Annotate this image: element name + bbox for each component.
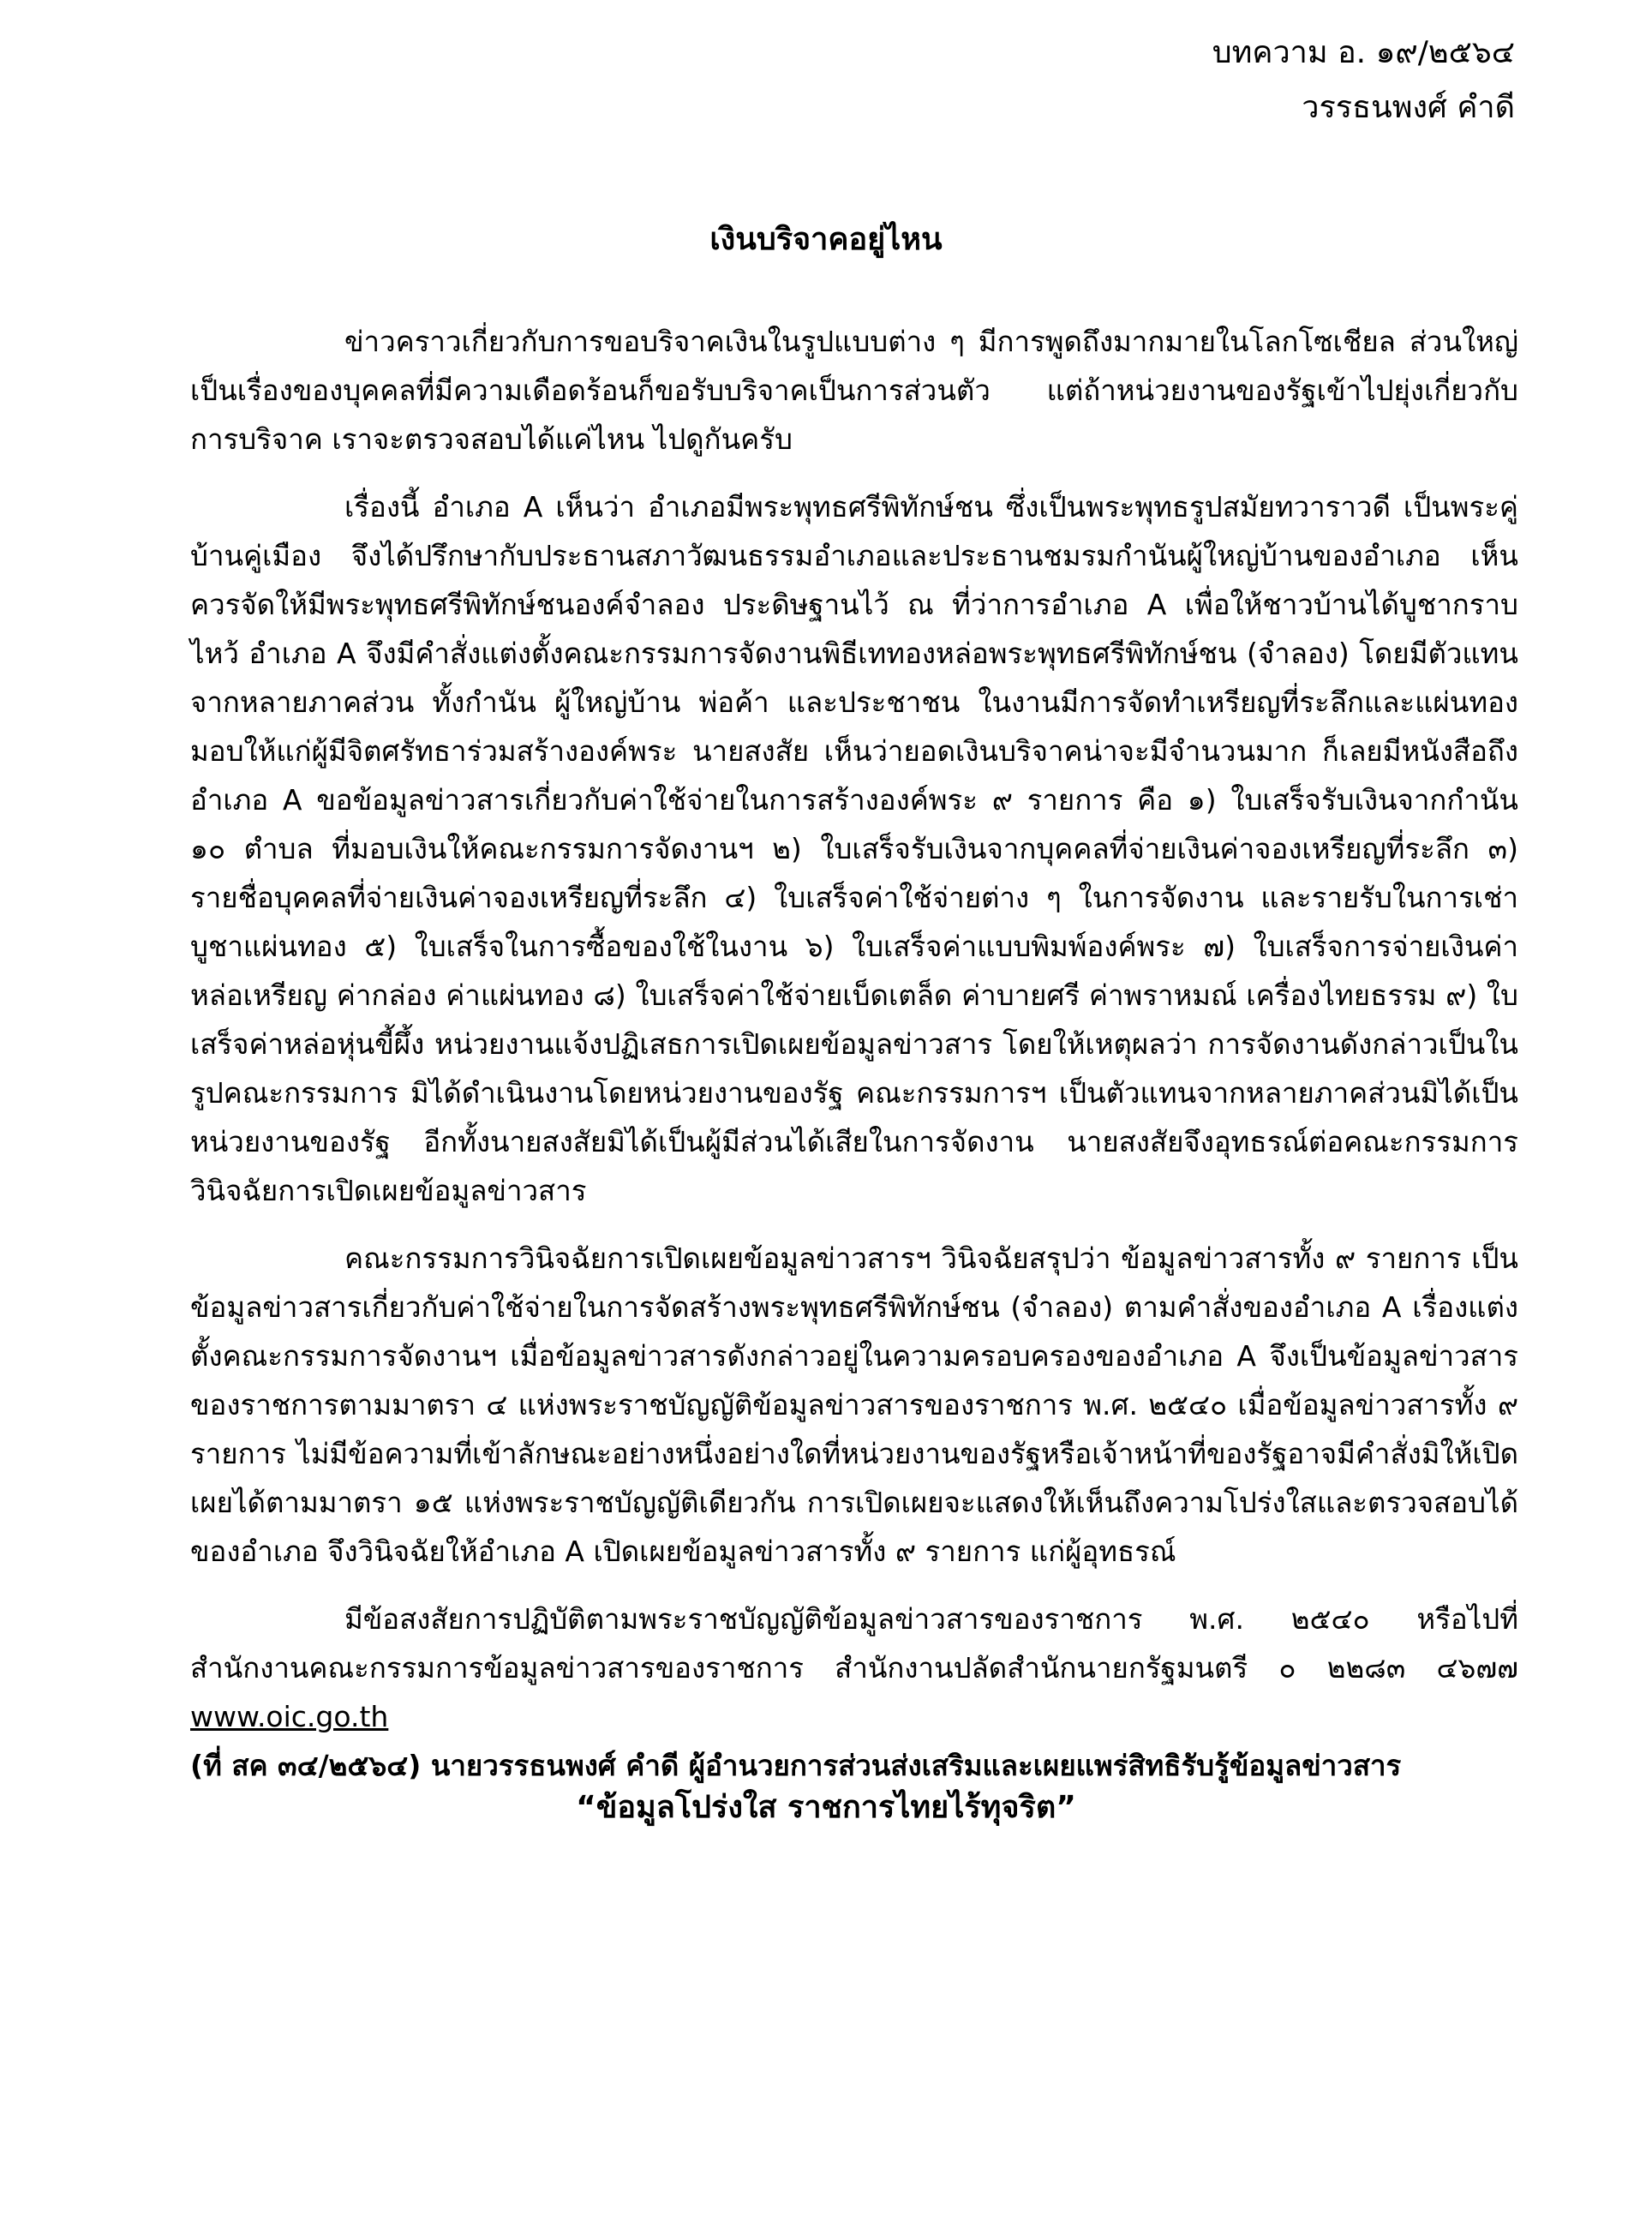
website-link[interactable]: www.oic.go.th [190,1700,389,1733]
paragraph-ruling: คณะกรรมการวินิจฉัยการเปิดเผยข้อมูลข่าวสารฯ วินิจฉัยสรุปว่า ข้อมูลข่าวสารทั้ง ๙ รายการ เป็นข้อมูลข่าวสารเกี่ยวกับค่าใช้จ่ายในการจัดสร้างพระพุทธศรีพิทักษ์ชน (จำลอง) ตามคำสั่งของอำเภอ A เรื่องแต่งตั้งคณะกรรมการจัดงานฯ เมื่อข้อมูลข่าวสารดังกล่าวอยู่ในความครอบครองของอำเภอ A จึงเป็นข้อมูลข่าวสารของราชการตามมาตรา ๔ แห่งพระราชบัญญัติข้อมูลข่าวสารของราชการ พ.ศ. ๒๕๔๐ เมื่อข้อมูลข่าวสารทั้ง ๙ รายการ ไม่มีข้อความที่เข้าลักษณะอย่างหนึ่งอย่างใดที่หน่วยงานของรัฐหรือเจ้าหน้าที่ของรัฐอาจมีคำสั่งมิให้เปิดเผยได้ตามมาตรา ๑๕ แห่งพระราชบัญญัติเดียวกัน การเปิดเผยจะแสดงให้เห็นถึงความโปร่งใสและตรวจสอบได้ของอำเภอ จึงวินิจฉัยให้อำเภอ A เปิดเผยข้อมูลข่าวสารทั้ง ๙ รายการ แก่ผู้อุทธรณ์ [190,1242,1518,1568]
signature-line: (ที่ สค ๓๔/๒๕๖๔) นายวรรธนพงศ์ คำดี ผู้อำนวยการส่วนส่งเสริมและเผยแพร่สิทธิรับรู้ข้อมูลข่าวสาร [190,1749,1402,1782]
author-name: วรรธนพงศ์ คำดี [1302,90,1515,125]
slogan: “ข้อมูลโปร่งใส ราชการไทยไร้ทุจริต” [576,1790,1076,1825]
document-title: เงินบริจาคอยู่ไหน [709,222,943,257]
document-body [190,317,1518,1790]
contact-paragraph [190,1595,1518,1741]
contact-text: มีข้อสงสัยการปฏิบัติตามพระราชบัญญัติข้อมูลข่าวสารของราชการ พ.ศ. ๒๕๔๐ หรือไปที่สำนักงานคณะกรรมการข้อมูลข่าวสารของราชการ สำนักงานปลัดสำนักนายกรัฐมนตรี ๐ ๒๒๘๓ ๔๖๗๗ [190,1602,1518,1684]
paragraph-case: เรื่องนี้ อำเภอ A เห็นว่า อำเภอมีพระพุทธศรีพิทักษ์ชน ซึ่งเป็นพระพุทธรูปสมัยทวาราวดี เป็นพระคู่บ้านคู่เมือง จึงได้ปรึกษากับประธานสภาวัฒนธรรมอำเภอและประธานชมรมกำนันผู้ใหญ่บ้านของอำเภอ เห็นควรจัดให้มีพระพุทธศรีพิทักษ์ชนองค์จำลอง ประดิษฐานไว้ ณ ที่ว่าการอำเภอ A เพื่อให้ชาวบ้านได้บูชากราบไหว้ อำเภอ A จึงมีคำสั่งแต่งตั้งคณะกรรมการจัดงานพิธีเททองหล่อพระพุทธศรีพิทักษ์ชน (จำลอง) โดยมีตัวแทนจากหลายภาคส่วน ทั้งกำนัน ผู้ใหญ่บ้าน พ่อค้า และประชาชน ในงานมีการจัดทำเหรียญที่ระลึกและแผ่นทองมอบให้แก่ผู้มีจิตศรัทธาร่วมสร้างองค์พระ นายสงสัย เห็นว่ายอดเงินบริจาคน่าจะมีจำนวนมาก ก็เลยมีหนังสือถึงอำเภอ A ขอข้อมูลข่าวสารเกี่ยวกับค่าใช้จ่ายในการสร้างองค์พระ ๙ รายการ คือ ๑) ใบเสร็จรับเงินจากกำนัน ๑๐ ตำบล ที่มอบเงินให้คณะกรรมการจัดงานฯ ๒) ใบเสร็จรับเงินจากบุคคลที่จ่ายเงินค่าจองเหรียญที่ระลึก ๓) รายชื่อบุคคลที่จ่ายเงินค่าจองเหรียญที่ระลึก ๔) ใบเสร็จค่าใช้จ่ายต่าง ๆ ในการจัดงาน และรายรับในการเช่าบูชาแผ่นทอง ๕) ใบเสร็จในการซื้อของใช้ในงาน ๖) ใบเสร็จค่าแบบพิมพ์องค์พระ ๗) ใบเสร็จการจ่ายเงินค่าหล่อเหรียญ ค่ากล่อง ค่าแผ่นทอง ๘) ใบเสร็จค่าใช้จ่ายเบ็ดเตล็ด ค่าบายศรี ค่าพราหมณ์ เครื่องไทยธรรม ๙) ใบเสร็จค่าหล่อหุ่นขี้ผึ้ง หน่วยงานแจ้งปฏิเสธการเปิดเผยข้อมูลข่าวสาร โดยให้เหตุผลว่า การจัดงานดังกล่าวเป็นในรูปคณะกรรมการ มิได้ดำเนินงานโดยหน่วยงานของรัฐ คณะกรรมการฯ เป็นตัวแทนจากหลายภาคส่วนมิได้เป็นหน่วยงานของรัฐ อีกทั้งนายสงสัยมิได้เป็นผู้มีส่วนได้เสียในการจัดงาน นายสงสัยจึงอุทธรณ์ต่อคณะกรรมการวินิจฉัยการเปิดเผยข้อมูลข่าวสาร [190,490,1518,1207]
document-header [1212,26,1515,135]
paragraph-intro: ข่าวคราวเกี่ยวกับการขอบริจาคเงินในรูปแบบต่าง ๆ มีการพูดถึงมากมายในโลกโซเชียล ส่วนใหญ่เป็นเรื่องของบุคคลที่มีความเดือดร้อนก็ขอรับบริจาคเป็นการส่วนตัว แต่ถ้าหน่วยงานของรัฐเข้าไปยุ่งเกี่ยวกับการบริจาค เราจะตรวจสอบได้แค่ไหน ไปดูกันครับ [190,325,1518,456]
article-reference: บทความ อ. ๑๙/๒๕๖๔ [1212,35,1515,70]
